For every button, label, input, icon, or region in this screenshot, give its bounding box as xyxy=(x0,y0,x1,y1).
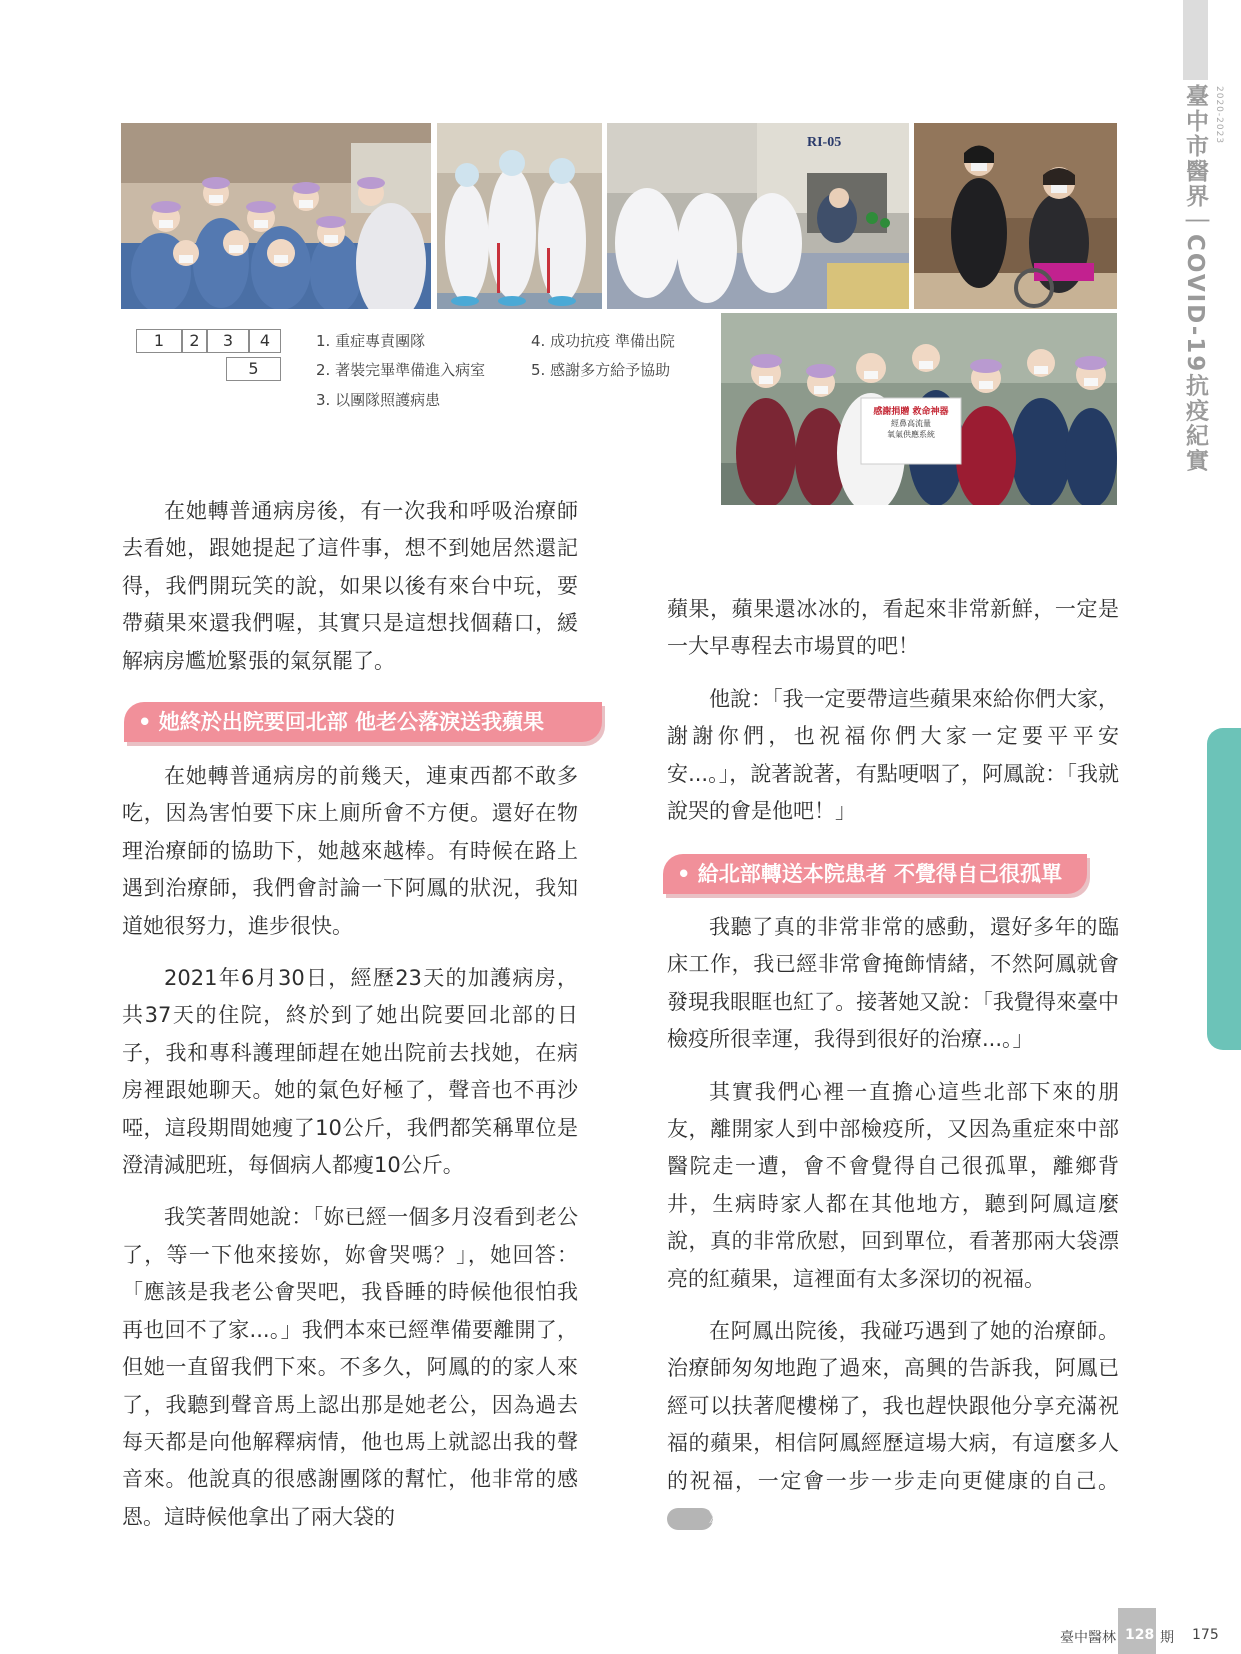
thanks-sign xyxy=(863,407,959,440)
paragraph: 其實我們心裡一直擔心這些北部下來的朋友，離開家人到中部檢疫所，又因為重症來中部醫院走一遭，會不會覺得自己很孤單，離鄉背井，生病時家人都在其他地方，聽到阿鳳這麼說，真的非常欣慰，回到單位，看著那兩大袋漂亮的紅蘋果，這裡面有太多深切的祝福。 xyxy=(667,1079,1119,1291)
caption-box-2: 2 xyxy=(182,329,207,353)
left-body xyxy=(122,758,578,1536)
side-color-tab xyxy=(1207,728,1241,1050)
caption-item-5: 5. 感謝多方給予協助 xyxy=(531,361,671,379)
photo-4-discharge xyxy=(914,123,1117,309)
footer-magazine: 臺中醫林 xyxy=(1060,1630,1116,1646)
side-grey-tab xyxy=(1183,0,1208,80)
caption-item-3: 3. 以團隊照護病患 xyxy=(316,391,441,409)
photo-3-icu-care xyxy=(607,123,909,309)
paragraph: 在她轉普通病房後，有一次我和呼吸治療師去看她，跟她提起了這件事，想不到她居然還記得，我們開玩笑的說，如果以後有來台中玩，要帶蘋果來還我們喔，其實只是這想找個藉口，緩解病房尷尬緊張的氣氛罷了。 xyxy=(122,499,578,673)
section-heading-2 xyxy=(663,854,1087,896)
thanks-sign-line1: 感謝捐贈 救命神器 xyxy=(873,407,949,417)
paragraph: 在她轉普通病房的前幾天，連東西都不敢多吃，因為害怕要下床上廁所會不方便。還好在物理治療師的協助下，她越來越棒。有時候在路上遇到治療師，我們會討論一下阿鳳的狀況，我知道她很努力，進步很快。 xyxy=(122,764,578,938)
paragraph xyxy=(667,1313,1119,1537)
footer-page-number: 175 xyxy=(1192,1627,1219,1643)
room-sign: RI-05 xyxy=(807,135,842,150)
section-heading-1 xyxy=(124,702,602,744)
footer-issue-number: 128 xyxy=(1125,1627,1155,1643)
last-paragraph-text: 在阿鳳出院後，我碰巧遇到了她的治療師。治療師匆匆地跑了過來，高興的告訴我，阿鳳已經可以扶著爬樓梯了，我也趕快跟他分享充滿祝福的蘋果，相信阿鳳經歷這場大病，有這麼多人的祝福，一定會一步一步走向更健康的自己。 xyxy=(667,1319,1119,1493)
end-of-article-icon: 》》》 xyxy=(667,1508,713,1530)
paragraph: 我聽了真的非常非常的感動，還好多年的臨床工作，我已經非常會掩飾情緒，不然阿鳳就會發現我眼眶也紅了。接著她又說：「我覺得來臺中檢疫所很幸運，我得到很好的治療...。」 xyxy=(667,915,1119,1052)
footer-issue-suffix: 期 xyxy=(1160,1630,1174,1646)
paragraph: 2021年6月30日，經歷23天的加護病房，共37天的住院，終於到了她出院要回北部的日子，我和專科護理師趕在她出院前去找她，在病房裡跟她聊天。她的氣色好極了，聲音也不再沙啞，這段期間她瘦了10公斤，我們都笑稱單位是澄清減肥班，每個病人都瘦10公斤。 xyxy=(122,966,578,1178)
paragraph: 蘋果，蘋果還冰冰的，看起來非常新鮮，一定是一大早專程去市場買的吧！ xyxy=(667,597,1119,659)
paragraph: 我笑著問她說：「妳已經一個多月沒看到老公了，等一下他來接妳，妳會哭嗎？」，她回答：「應該是我老公會哭吧，我昏睡的時候他很怕我再也回不了家...。」我們本來已經準備要離開了，但她一直留我們下來。不多久，阿鳳的的家人來了，我聽到聲音馬上認出那是她老公，因為過去每天都是向他解釋病情，他也馬上就認出我的聲音來。他說真的很感謝團隊的幫忙，他非常的感恩。這時候他拿出了兩大袋的 xyxy=(122,1205,578,1529)
caption-box-5: 5 xyxy=(226,357,281,381)
caption-item-4: 4. 成功抗疫 準備出院 xyxy=(531,332,675,350)
section-heading-text: • 給北部轉送本院患者 不覺得自己很孤單 xyxy=(677,862,1063,886)
photo-5-thanks xyxy=(721,313,1117,505)
right-body xyxy=(667,909,1119,1538)
paragraph: 他說：「我一定要帶這些蘋果來給你們大家，謝謝你們，也祝福你們大家一定要平平安安...。」，說著說著，有點哽咽了，阿鳳說：「我就說哭的會是他吧！」 xyxy=(667,686,1119,824)
heading-2-label: 給北部轉送本院患者 不覺得自己很孤單 xyxy=(697,862,1063,886)
side-series-year: 2020-2023 xyxy=(1214,86,1224,145)
right-top xyxy=(667,591,1119,830)
caption-box-1: 1 xyxy=(136,329,182,353)
caption-item-2: 2. 著裝完畢準備進入病室 xyxy=(316,361,486,379)
caption-box-3: 3 xyxy=(207,329,249,353)
photo-1-team xyxy=(121,123,431,309)
side-series-title: 臺中市醫界｜COVID-19抗疫紀實 xyxy=(1182,84,1208,474)
heading-1-label: 她終於出院要回北部 他老公落淚送我蘋果 xyxy=(158,710,545,734)
section-heading-text: • 她終於出院要回北部 他老公落淚送我蘋果 xyxy=(138,710,545,734)
photo-2-ppe xyxy=(437,123,602,309)
thanks-sign-line2: 經鼻高流量 xyxy=(891,419,931,428)
caption-box-4: 4 xyxy=(249,329,281,353)
caption-item-1: 1. 重症專責團隊 xyxy=(316,332,426,350)
left-intro xyxy=(122,493,578,680)
thanks-sign-line3: 氧氣供應系統 xyxy=(887,430,935,439)
